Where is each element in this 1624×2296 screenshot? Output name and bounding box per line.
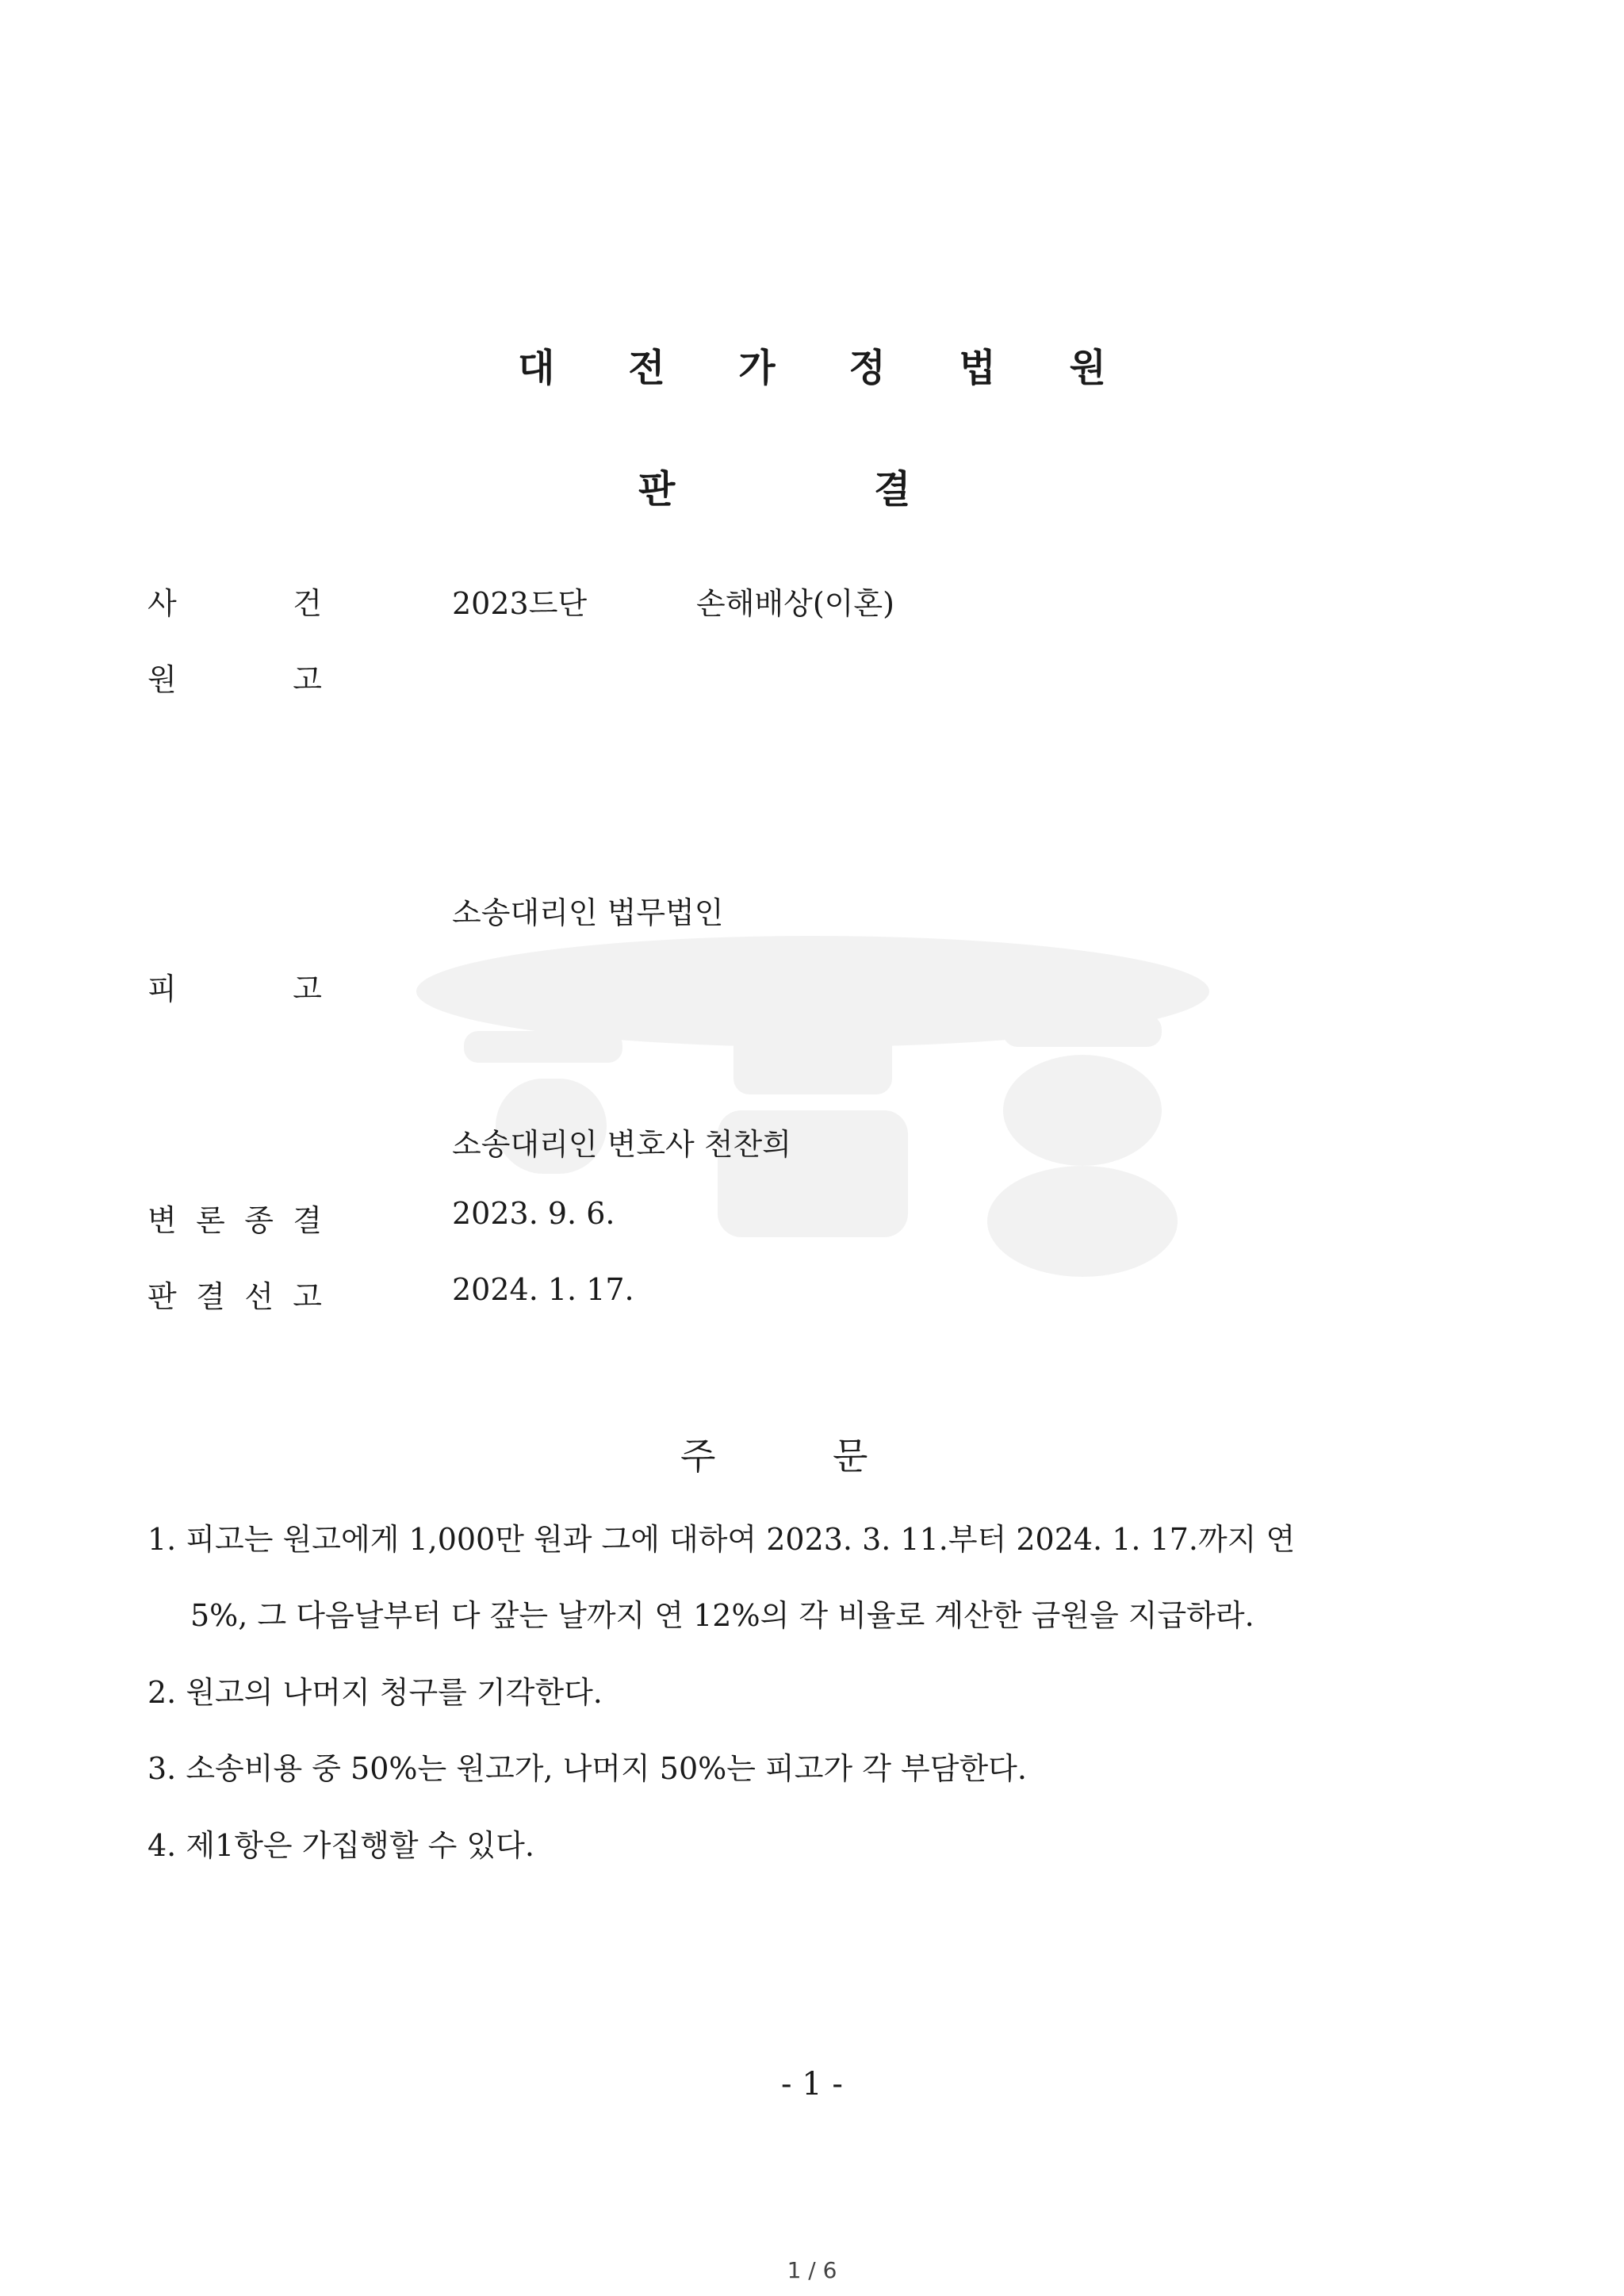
court-name: 대 전 가 정 법 원	[518, 346, 1136, 390]
defendant-counsel: 소송대리인 변호사 천찬희	[452, 1127, 791, 1162]
order-item-3: 3. 소송비용 중 50%는 원고가, 나머지 50%는 피고가 각 부담한다.	[147, 1751, 1027, 1786]
plaintiff-label: 원 고	[147, 662, 322, 697]
case-number: 2023드단	[452, 586, 588, 621]
order-item-4: 4. 제1항은 가집행할 수 있다.	[147, 1828, 534, 1863]
case-label: 사 건	[147, 586, 322, 621]
defendant-label: 피 고	[147, 972, 322, 1006]
doc-title-char-1: 판	[638, 467, 676, 512]
order-title-char-1: 주	[680, 1435, 716, 1478]
page-number: - 1 -	[781, 2066, 843, 2102]
order-item-2: 2. 원고의 나머지 청구를 기각한다.	[147, 1675, 603, 1710]
judgment-date: 2024. 1. 17.	[452, 1272, 634, 1307]
order-title-char-2: 문	[833, 1435, 868, 1478]
judgment-date-label: 판 결 선 고	[147, 1279, 322, 1314]
case-name: 손해배상(이혼)	[696, 586, 894, 621]
doc-title-char-2: 결	[874, 467, 911, 512]
order-item-1-line-1: 1. 피고는 원고에게 1,000만 원과 그에 대하여 2023. 3. 11.부터 2024. 1. 17.까지 연	[147, 1522, 1296, 1557]
closing-date: 2023. 9. 6.	[452, 1196, 615, 1231]
closing-label: 변 론 종 결	[147, 1203, 322, 1238]
page-count: 1 / 6	[787, 2257, 837, 2283]
order-item-1-line-2: 5%, 그 다음날부터 다 갚는 날까지 연 12%의 각 비율로 계산한 금원을 지급하라.	[190, 1598, 1254, 1633]
plaintiff-counsel: 소송대리인 법무법인	[452, 895, 724, 930]
